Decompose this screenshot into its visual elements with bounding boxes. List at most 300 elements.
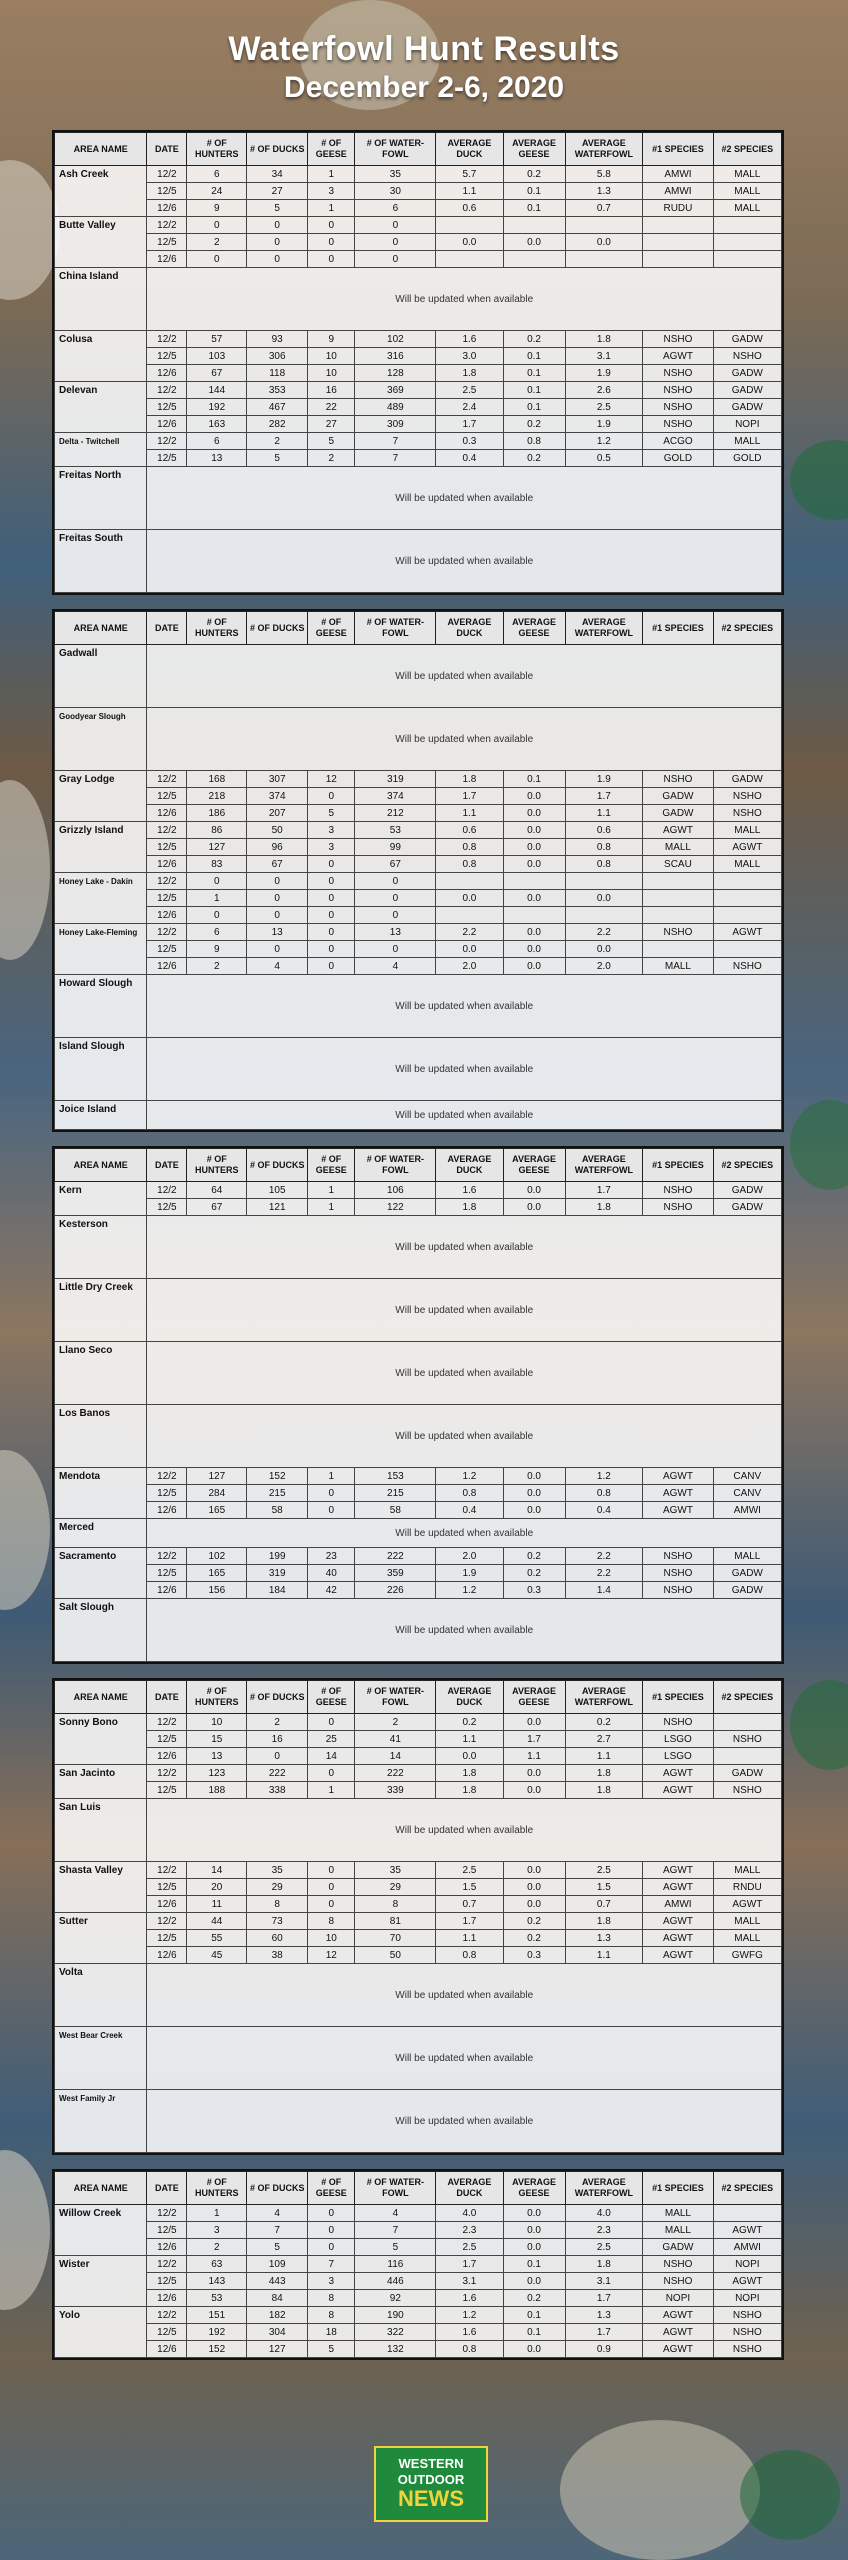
table-cell: 12/2 [147,822,187,839]
table-cell: 81 [355,1913,436,1930]
table-cell: 12/2 [147,382,187,399]
table-cell: 0 [355,251,436,268]
table-cell: 0 [308,1485,355,1502]
table-cell: 0 [187,873,247,890]
table-row [55,1502,782,1519]
table-cell: 29 [355,1879,436,1896]
header-row [55,1681,782,1714]
table-cell: 0.1 [503,2307,565,2324]
table-cell: 2.7 [565,1731,643,1748]
table-cell: 446 [355,2273,436,2290]
table-cell [643,907,713,924]
table-cell: 1.3 [565,2307,643,2324]
table-row [55,1182,782,1199]
area-name: Kern [55,1182,147,1216]
table-cell: 218 [187,788,247,805]
column-header: # OF GEESE [308,612,355,645]
table-cell: 144 [187,382,247,399]
table-cell: 3.1 [565,2273,643,2290]
table-cell: 12/5 [147,1930,187,1947]
table-cell: 127 [187,1468,247,1485]
table-cell: NSHO [643,1582,713,1599]
table-cell: 3 [308,183,355,200]
table-cell: 2.2 [565,1565,643,1582]
table-cell: 186 [187,805,247,822]
table-cell: 353 [247,382,308,399]
table-cell: 3.1 [436,2273,503,2290]
table-cell: 282 [247,416,308,433]
table-cell: 12/2 [147,331,187,348]
column-header: DATE [147,133,187,166]
table-cell: AMWI [643,1896,713,1913]
table-cell: 12/2 [147,2256,187,2273]
table-cell: 0.2 [503,331,565,348]
table-cell: AGWT [643,2307,713,2324]
logo-line-2: OUTDOOR [397,2472,465,2487]
table-cell: 1 [308,1182,355,1199]
table-cell: 207 [247,805,308,822]
table-cell: 0.0 [436,234,503,251]
results-table-section [52,1146,784,1664]
table-cell: 1.6 [436,2290,503,2307]
column-header: # OF DUCKS [247,612,308,645]
table-cell: 0.0 [503,788,565,805]
table-cell: 2.2 [565,1548,643,1565]
table-cell [643,890,713,907]
table-cell: 0.0 [436,941,503,958]
table-cell: 10 [308,1930,355,1947]
table-cell: 0.3 [503,1947,565,1964]
column-header: DATE [147,1681,187,1714]
column-header: AVERAGE GEESE [503,1681,565,1714]
pending-results-note: Will be updated when available [147,1038,782,1101]
column-header: #1 SPECIES [643,612,713,645]
table-cell: 0 [308,924,355,941]
table-cell: AGWT [643,1930,713,1947]
table-cell: 12/5 [147,788,187,805]
table-cell: 16 [308,382,355,399]
header-row [55,133,782,166]
column-header: #1 SPECIES [643,1681,713,1714]
column-header: AREA NAME [55,1681,147,1714]
table-cell: 152 [247,1468,308,1485]
table-cell: AGWT [643,1765,713,1782]
table-row [55,2027,782,2090]
table-row [55,2307,782,2324]
table-cell: 0.8 [436,856,503,873]
table-cell: NSHO [643,416,713,433]
table-cell: 14 [187,1862,247,1879]
table-cell: 0.2 [503,416,565,433]
table-cell: 6 [187,166,247,183]
table-cell: 106 [355,1182,436,1199]
table-cell: 0.0 [503,822,565,839]
table-cell: NSHO [713,1731,781,1748]
table-cell: 92 [355,2290,436,2307]
table-cell: AGWT [713,2273,781,2290]
table-cell: 2.3 [436,2222,503,2239]
table-row [55,1731,782,1748]
table-cell: 165 [187,1565,247,1582]
table-cell: 0.0 [503,1182,565,1199]
table-cell: 359 [355,1565,436,1582]
table-cell: 0.0 [503,2222,565,2239]
table-cell: 12/2 [147,1182,187,1199]
table-cell: 182 [247,2307,308,2324]
table-cell: 0 [308,1896,355,1913]
table-cell: NOPI [643,2290,713,2307]
table-cell: 25 [308,1731,355,1748]
table-row [55,1565,782,1582]
pending-results-note: Will be updated when available [147,1279,782,1342]
area-name: Los Banos [55,1405,147,1468]
table-cell: 64 [187,1182,247,1199]
table-row [55,348,782,365]
table-cell: 1.7 [436,1913,503,1930]
table-cell: 1.6 [436,2324,503,2341]
area-name: Grizzly Island [55,822,147,873]
table-row [55,2341,782,2358]
table-cell: 8 [308,1913,355,1930]
table-cell: 109 [247,2256,308,2273]
table-cell: NSHO [713,2324,781,2341]
table-row [55,1405,782,1468]
table-cell: 12/6 [147,2239,187,2256]
table-cell: 84 [247,2290,308,2307]
pending-results-note: Will be updated when available [147,268,782,331]
table-cell: 1.8 [436,365,503,382]
table-cell: 0 [308,2205,355,2222]
table-cell: 3 [308,839,355,856]
table-cell: NSHO [713,348,781,365]
table-cell: 339 [355,1782,436,1799]
table-cell: 12/2 [147,433,187,450]
table-cell: 12/5 [147,2324,187,2341]
table-cell: 0.0 [503,1879,565,1896]
table-row [55,1101,782,1130]
table-cell: 1.3 [565,183,643,200]
table-cell: 0.6 [436,822,503,839]
table-cell: 0 [308,958,355,975]
table-cell: 0.8 [565,839,643,856]
table-cell: 0 [308,234,355,251]
table-cell: 34 [247,166,308,183]
table-cell: 1.2 [436,1582,503,1599]
table-cell: MALL [713,856,781,873]
table-cell: 1.9 [565,365,643,382]
area-name: Shasta Valley [55,1862,147,1913]
table-cell: 22 [308,399,355,416]
table-cell: 0.1 [503,183,565,200]
pending-results-note: Will be updated when available [147,530,782,593]
table-cell: NSHO [713,2307,781,2324]
table-cell: 0 [355,234,436,251]
table-cell: 35 [355,1862,436,1879]
table-row [55,958,782,975]
table-cell [713,941,781,958]
table-row [55,1216,782,1279]
table-row [55,450,782,467]
table-cell: 0 [355,941,436,958]
header-row [55,2172,782,2205]
table-row [55,530,782,593]
table-cell: 20 [187,1879,247,1896]
table-cell [436,873,503,890]
table-cell: 12/5 [147,1879,187,1896]
table-cell: 4 [355,958,436,975]
table-cell: 1.8 [565,1913,643,1930]
table-cell: GOLD [713,450,781,467]
column-header: AVERAGE GEESE [503,612,565,645]
table-cell: 0.2 [503,1913,565,1930]
table-cell: NSHO [713,805,781,822]
table-cell: 8 [355,1896,436,1913]
table-cell: 212 [355,805,436,822]
table-cell: GADW [713,1582,781,1599]
table-row [55,645,782,708]
table-cell: 2.0 [436,958,503,975]
table-cell: 369 [355,382,436,399]
table-cell: 1.1 [565,1748,643,1765]
table-cell: 12/5 [147,1731,187,1748]
table-cell: 163 [187,416,247,433]
table-row [55,2239,782,2256]
table-cell: 0.0 [436,1748,503,1765]
table-cell: 13 [247,924,308,941]
table-cell: 1 [308,1199,355,1216]
table-cell: 0 [308,873,355,890]
table-cell: 1.7 [436,416,503,433]
table-cell: 121 [247,1199,308,1216]
table-cell: 12/5 [147,941,187,958]
table-cell: 316 [355,348,436,365]
table-cell: 0.0 [503,2273,565,2290]
table-cell: SCAU [643,856,713,873]
table-cell: 192 [187,399,247,416]
table-cell: 13 [355,924,436,941]
table-cell: 184 [247,1582,308,1599]
pending-results-note: Will be updated when available [147,1799,782,1862]
table-cell: 222 [355,1548,436,1565]
table-row [55,771,782,788]
results-table [54,611,782,1130]
table-cell: 4 [247,958,308,975]
table-cell: 307 [247,771,308,788]
area-name: Kesterson [55,1216,147,1279]
pending-results-note: Will be updated when available [147,1519,782,1548]
table-cell: 1.4 [565,1582,643,1599]
table-cell: 0.2 [503,166,565,183]
table-cell: 12/2 [147,924,187,941]
table-cell: 0.1 [503,348,565,365]
table-cell: 12/6 [147,2341,187,2358]
table-cell: 12/6 [147,856,187,873]
table-cell: 1 [308,1782,355,1799]
table-cell: NSHO [643,924,713,941]
table-cell: 8 [308,2290,355,2307]
table-cell: 0 [308,1714,355,1731]
table-row [55,382,782,399]
area-name: Wister [55,2256,147,2307]
table-cell: 12/5 [147,399,187,416]
table-row [55,1485,782,1502]
table-cell: 2.2 [565,924,643,941]
table-cell: ACGO [643,433,713,450]
table-cell: 0.7 [565,1896,643,1913]
table-cell: AGWT [643,1879,713,1896]
table-cell: 7 [355,433,436,450]
table-cell: NSHO [643,2256,713,2273]
table-cell: 2 [187,2239,247,2256]
table-cell: 12/6 [147,958,187,975]
mallard-head-silhouette [790,440,848,520]
table-cell: 0.0 [503,1862,565,1879]
table-cell: NSHO [643,1199,713,1216]
table-cell: 0.1 [503,2256,565,2273]
table-row [55,2256,782,2273]
table-cell [643,873,713,890]
table-cell: 60 [247,1930,308,1947]
table-cell: 5 [247,2239,308,2256]
area-name: China Island [55,268,147,331]
results-table [54,2171,782,2358]
table-cell: 12/5 [147,890,187,907]
table-cell: 23 [308,1548,355,1565]
table-row [55,1782,782,1799]
column-header: # OF WATER-FOWL [355,612,436,645]
table-row [55,2205,782,2222]
area-name: Gadwall [55,645,147,708]
column-header: # OF HUNTERS [187,1149,247,1182]
area-name: Salt Slough [55,1599,147,1662]
table-cell [713,1714,781,1731]
table-cell: 0.9 [565,2341,643,2358]
table-row [55,1748,782,1765]
results-table-section [52,1678,784,2155]
table-cell: AGWT [713,1896,781,1913]
table-cell: GADW [713,771,781,788]
table-cell: MALL [713,433,781,450]
table-cell: 12/6 [147,2290,187,2307]
table-cell: 67 [355,856,436,873]
table-cell: 319 [355,771,436,788]
table-cell: MALL [713,1930,781,1947]
table-cell: 0.1 [503,2324,565,2341]
table-cell: 374 [247,788,308,805]
table-cell: GADW [713,1182,781,1199]
table-cell: 67 [187,1199,247,1216]
table-cell: 2 [247,1714,308,1731]
table-cell: 3 [187,2222,247,2239]
table-cell: AGWT [643,1782,713,1799]
table-cell [503,907,565,924]
table-cell: 0.1 [503,771,565,788]
table-cell: 35 [355,166,436,183]
table-cell: 0.2 [436,1714,503,1731]
table-cell: 12/2 [147,2307,187,2324]
table-cell: 0.2 [503,1565,565,1582]
table-cell: 12/5 [147,1565,187,1582]
table-row [55,1765,782,1782]
table-cell: 215 [355,1485,436,1502]
table-cell: 0.4 [436,450,503,467]
table-cell: 222 [247,1765,308,1782]
table-cell: 12/5 [147,1782,187,1799]
table-cell: 12/6 [147,1748,187,1765]
table-cell: 12/6 [147,1896,187,1913]
table-cell: 0 [308,217,355,234]
pending-results-note: Will be updated when available [147,2027,782,2090]
table-cell: 102 [187,1548,247,1565]
table-cell: 1.1 [436,1930,503,1947]
pending-results-note: Will be updated when available [147,708,782,771]
table-cell [503,217,565,234]
table-cell: 306 [247,348,308,365]
table-cell: AGWT [643,1913,713,1930]
column-header: #2 SPECIES [713,133,781,166]
table-cell: 3 [308,822,355,839]
table-row [55,365,782,382]
table-cell: NSHO [643,771,713,788]
table-cell: GADW [643,805,713,822]
table-cell: 2.5 [436,1862,503,1879]
table-cell: 0.0 [503,2341,565,2358]
table-cell: 93 [247,331,308,348]
table-cell [643,941,713,958]
mallard-head-silhouette [790,1100,848,1190]
table-cell: 14 [355,1748,436,1765]
table-cell: 192 [187,2324,247,2341]
area-name: Llano Seco [55,1342,147,1405]
table-cell: 1.3 [565,1930,643,1947]
table-row [55,856,782,873]
table-cell: 0.8 [436,1485,503,1502]
mallard-head-silhouette [790,1680,848,1770]
table-cell: 0.0 [503,856,565,873]
column-header: DATE [147,2172,187,2205]
table-cell: 0 [247,1748,308,1765]
table-cell: GADW [713,1199,781,1216]
table-cell: 1.2 [436,2307,503,2324]
area-name: Joice Island [55,1101,147,1130]
table-cell: 0.8 [436,839,503,856]
column-header: # OF HUNTERS [187,133,247,166]
table-cell: 0.0 [503,805,565,822]
table-cell: 5 [355,2239,436,2256]
table-cell: 284 [187,1485,247,1502]
column-header: AVERAGE WATERFOWL [565,612,643,645]
column-header: # OF WATER-FOWL [355,2172,436,2205]
table-cell: 10 [187,1714,247,1731]
table-cell: 322 [355,2324,436,2341]
table-cell: 12/5 [147,2273,187,2290]
table-cell: MALL [643,958,713,975]
table-cell: 0.0 [503,890,565,907]
table-row [55,924,782,941]
pending-results-note: Will be updated when available [147,1342,782,1405]
table-cell: 0 [247,873,308,890]
pending-results-note: Will be updated when available [147,2090,782,2153]
table-cell: 12/5 [147,1199,187,1216]
table-cell: NSHO [713,958,781,975]
area-name: Freitas North [55,467,147,530]
table-cell: 12/2 [147,1714,187,1731]
table-cell: 1.8 [565,1765,643,1782]
table-cell [643,234,713,251]
table-cell: 103 [187,348,247,365]
table-row [55,1599,782,1662]
table-cell: 9 [187,941,247,958]
